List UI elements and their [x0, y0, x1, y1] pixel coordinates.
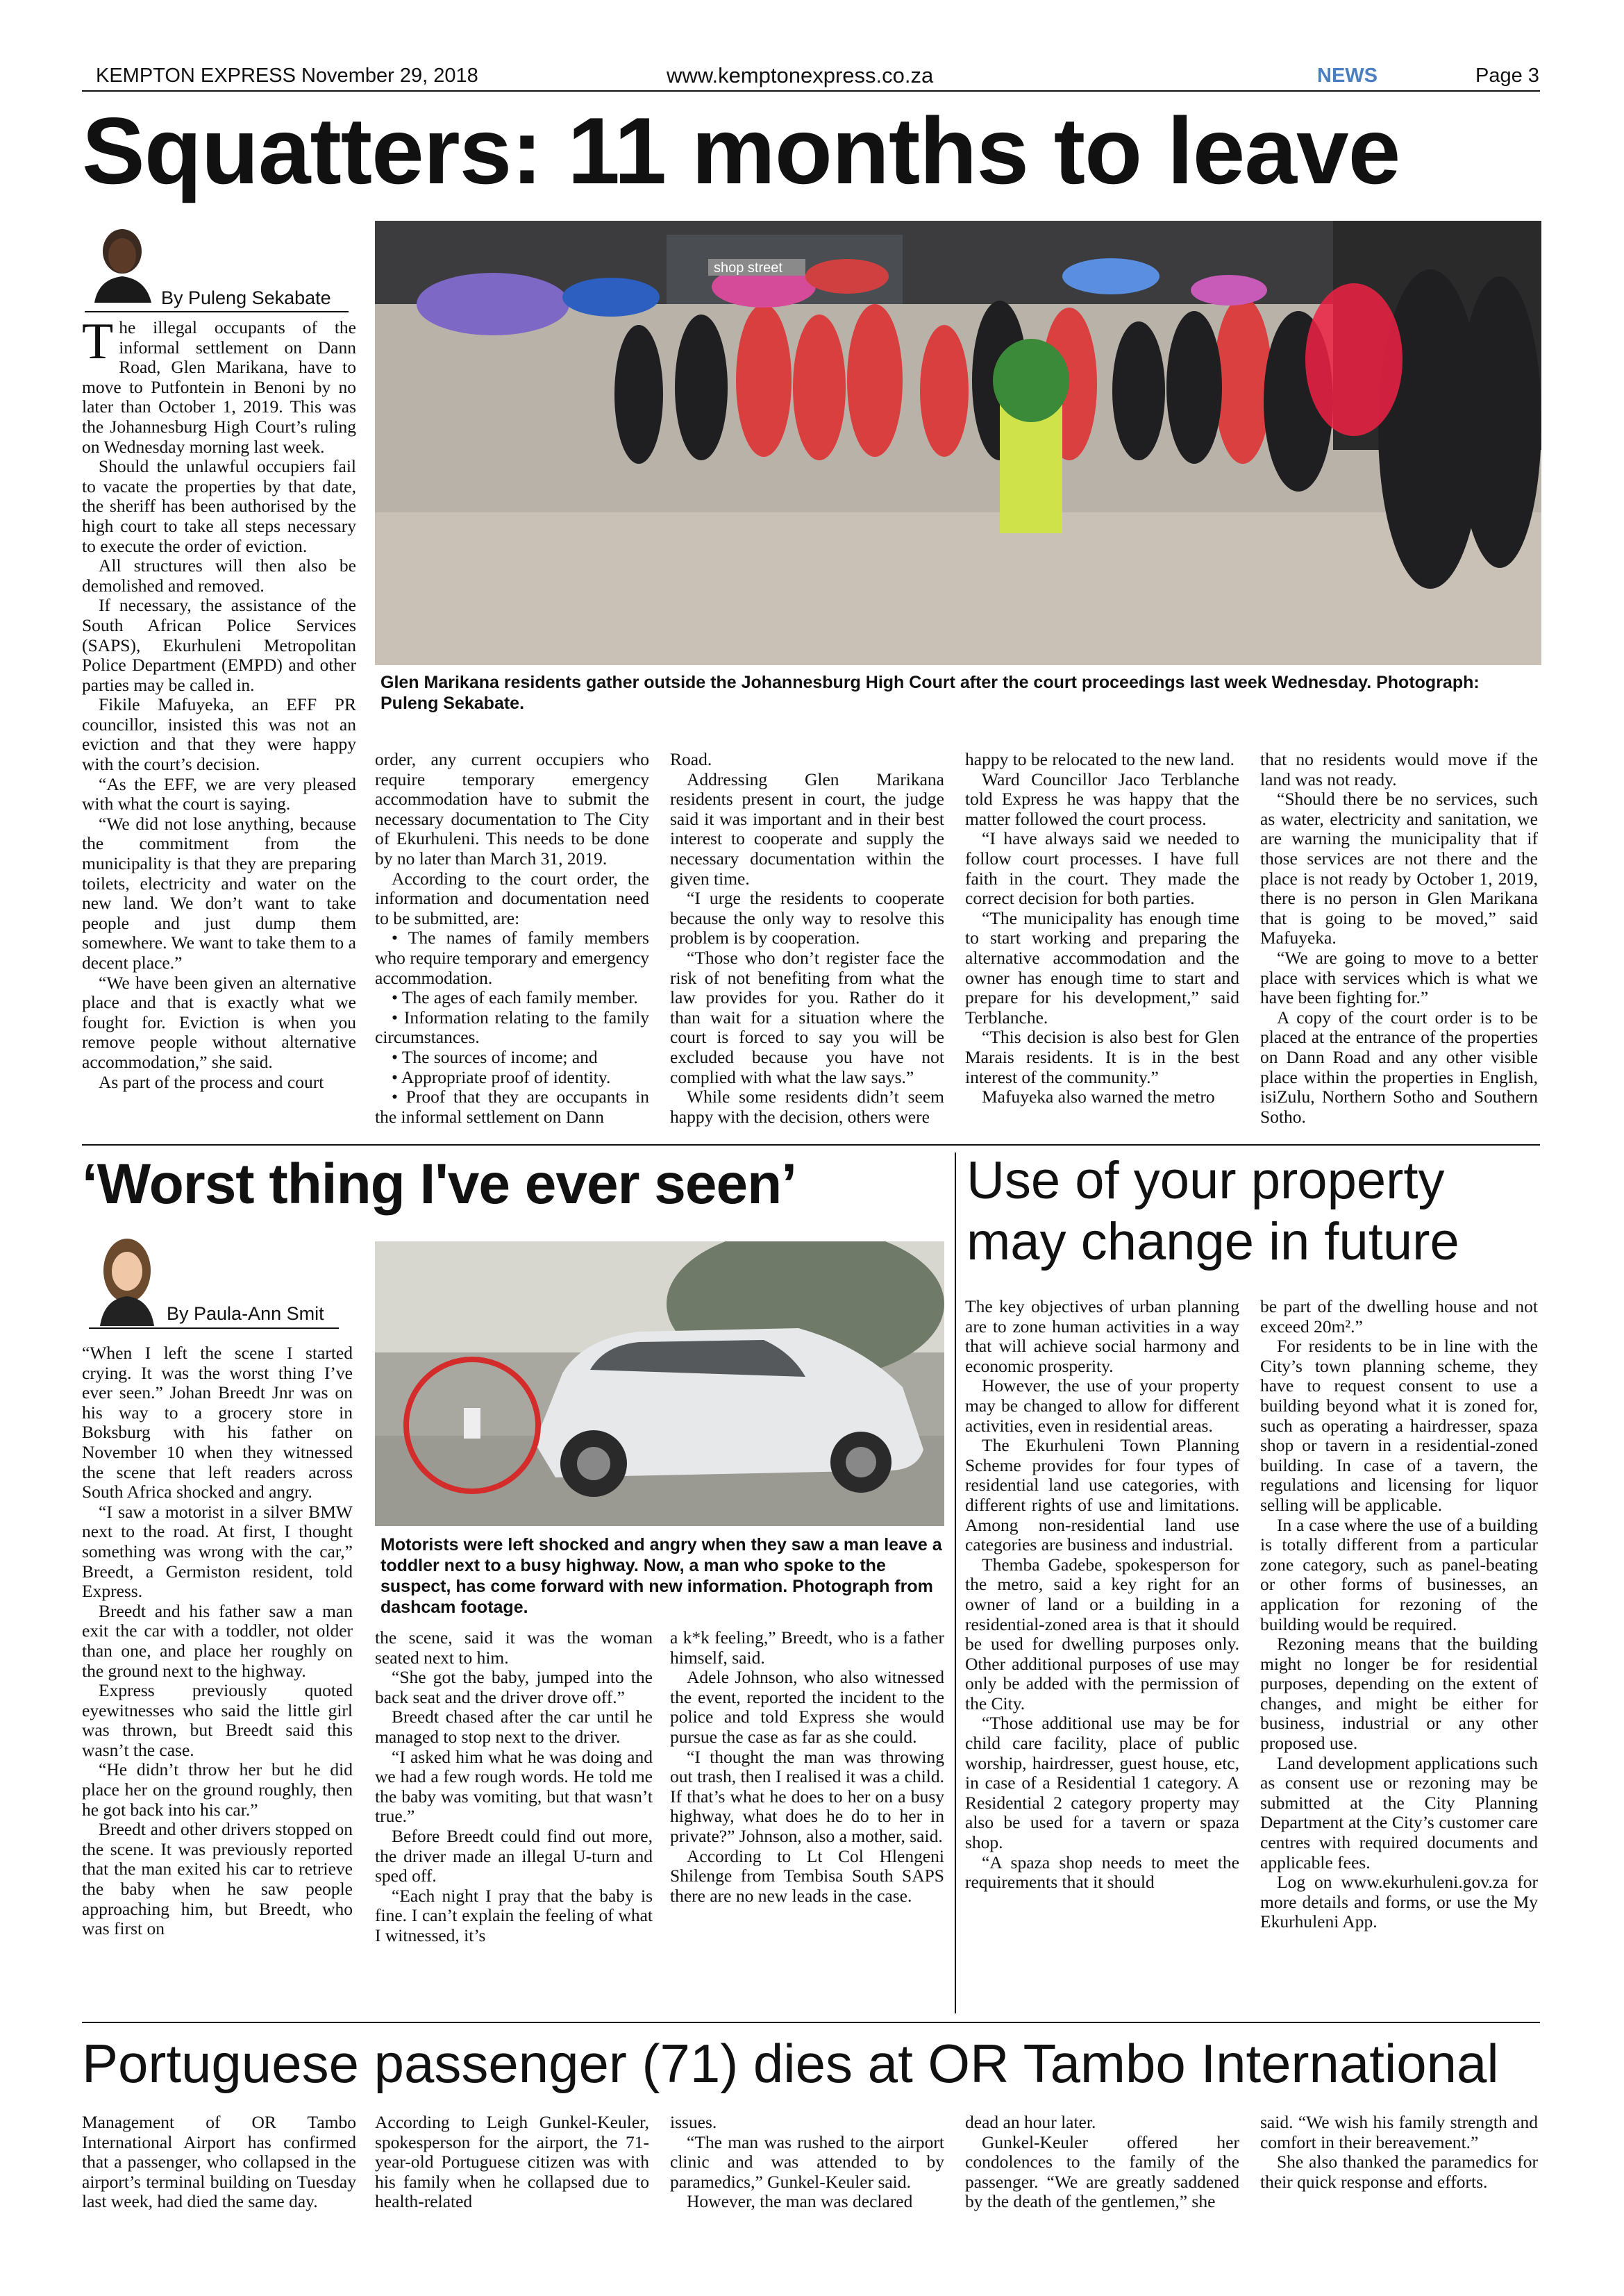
story2-headline: ‘Worst thing I've ever seen’	[82, 1153, 796, 1216]
story1-paragraph: “Those who don’t register face the risk of not benefiting from what the law provides for you. Rather do it than wait for a situation where the court is forced to say you will be excluded because you have not complied with what the law says.”	[670, 947, 944, 1087]
story3-column-2	[1260, 1297, 1538, 1932]
story2-paragraph: Adele Johnson, who also witnessed the event, reported the incident to the police and told Express she would pursue the case as far as she could.	[670, 1667, 944, 1747]
story2-paragraph: Breedt and other drivers stopped on the scene. It was previously reported that the man exited his car to retrieve the baby when he saw people approaching him, but Breedt, who was first on	[82, 1819, 353, 1939]
story1-paragraph: Should the unlawful occupiers fail to vacate the properties by that date, the sheriff has been authorised by the high court to take all steps necessary to execute the order of eviction.	[82, 456, 356, 556]
story3-paragraph: “A spaza shop needs to meet the requirements that it should	[965, 1852, 1239, 1893]
story1-paragraph: “The municipality has enough time to start working and preparing the alternative accommodation and the owner has enough time to start and prepare for his development,” said Terblanche.	[965, 907, 1239, 1028]
story1-paragraph: • The ages of each family member.	[392, 987, 638, 1008]
story1-paragraph: While some residents didn’t seem happy with the decision, others were	[670, 1087, 944, 1127]
story2-paragraph: “I saw a motorist in a silver BMW next to the road. At first, I thought something was wrong with the car,” Breedt, a Germiston resident, told Express.	[82, 1501, 353, 1602]
story2-paragraph: “He didn’t throw her but he did place her on the ground roughly, then he got back into his car.”	[82, 1759, 353, 1820]
story4-column-4	[965, 2113, 1239, 2212]
story2-paragraph: Breedt and his father saw a man exit the car with a toddler, not older than one, and place her roughly on the ground next to the highway.	[82, 1600, 353, 1681]
story1-paragraph: “We have been given an alternative place and that is exactly what we fought for. Eviction is when you remove people without alternative accommodation,” she said.	[82, 972, 356, 1072]
story4-paragraph: said. “We wish his family strength and comfort in their bereavement.”	[1260, 2112, 1538, 2152]
story4-paragraph: “The man was rushed to the airport clinic and was attended to by paramedics,” Gunkel-Keuler said.	[670, 2131, 944, 2192]
story2-paragraph: Before Breedt could find out more, the driver made an illegal U-turn and sped off.	[375, 1825, 653, 1886]
story3-paragraph: Themba Gadebe, spokesperson for the metro, said a key right for an owner of land or a building in a residential-zoned area is that it should be used for dwelling purposes only. Other additional purposes of use may only be added with the permission of the City.	[965, 1554, 1239, 1713]
story1-paragraph: As part of the process and court	[99, 1071, 324, 1092]
story4-headline: Portuguese passenger (71) dies at OR Tambo International	[82, 2033, 1499, 2094]
header-rule	[82, 90, 1540, 92]
story4-column-5	[1260, 2113, 1538, 2192]
story4-column-1	[82, 2113, 356, 2212]
story4-paragraph: However, the man was declared	[687, 2191, 913, 2212]
story4-column-2	[375, 2113, 649, 2212]
story2-paragraph: Express previously quoted eyewitnesses who said the little girl was thrown, but Breedt said this wasn’t the case.	[82, 1680, 353, 1760]
story3-paragraph: However, the use of your property may be changed to allow for different activities, even in residential areas.	[965, 1375, 1239, 1436]
story1-byline: By Puleng Sekabate	[161, 287, 331, 308]
section-rule-1	[82, 1144, 1540, 1146]
story2-paragraph: Breedt chased after the car until he managed to stop next to the driver.	[375, 1707, 653, 1747]
story1-column-1	[82, 313, 356, 1092]
story2-paragraph: According to Lt Col Hlengeni Shilenge from Tembisa South SAPS there are no new leads in the case.	[670, 1845, 944, 1906]
author-photo-puleng	[85, 221, 160, 303]
author-photo-paula	[89, 1232, 165, 1326]
story1-column-5	[1260, 750, 1538, 1127]
byline-rule	[85, 311, 349, 312]
story3-column-1	[965, 1297, 1239, 1893]
byline-rule	[89, 1327, 339, 1329]
story2-column-1	[82, 1343, 353, 1939]
story3-paragraph: be part of the dwelling house and not exceed 20m².”	[1260, 1296, 1538, 1336]
story3-paragraph: For residents to be in line with the City’s town planning scheme, they have to request consent to use a building beyond what it is zoned for, such as operating a hairdresser, spaza shop or tavern in a residential-zoned building. In case of a tavern, the regulations and licensing for liquor selling will be applicable.	[1260, 1336, 1538, 1515]
story1-paragraph: that no residents would move if the land was not ready.	[1260, 749, 1538, 789]
story2-paragraph: a k*k feeling,” Breedt, who is a father himself, said.	[670, 1627, 944, 1668]
story4-paragraph: dead an hour later.	[965, 2112, 1096, 2132]
story3-paragraph: The Ekurhuleni Town Planning Scheme provides for four types of residential land use categories, with different rights of use and limitations. Among non-residential land use categories are business and industrial.	[965, 1435, 1239, 1555]
story1-paragraph: “This decision is also best for Glen Marais residents. It is in the best interest of the community.”	[965, 1027, 1239, 1087]
story1-paragraph: According to the court order, the information and documentation need to be submitted, are:	[375, 868, 649, 928]
story1-paragraph: he illegal occupants of the informal settlement on Dann Road, Glen Marikana, have to move to Putfontein in Benoni by no later than October 1, 2019. This was the Johannesburg High Court’s ruling on Wednesday morning last week.	[82, 317, 356, 457]
story1-paragraph: • Proof that they are occupants in the informal settlement on Dann	[375, 1087, 649, 1127]
story3-paragraph: Log on www.ekurhuleni.gov.za for more details and forms, or use the My Ekurhuleni App.	[1260, 1872, 1538, 1932]
section-rule-2	[82, 2022, 1540, 2023]
section-label: NEWS	[1317, 65, 1378, 87]
story1-paragraph: order, any current occupiers who require temporary emergency accommodation have to submit the necessary documentation to The City of Ekurhuleni. This needs to be done by no later than March 31, 2019.	[375, 749, 649, 869]
story1-paragraph: • Information relating to the family circumstances.	[375, 1007, 649, 1048]
story1-paragraph: All structures will then also be demolished and removed.	[82, 555, 356, 596]
story2-byline: By Paula-Ann Smit	[167, 1303, 324, 1324]
story4-paragraph: Management of OR Tambo International Airport has confirmed that a passenger, who collapsed in the airport’s terminal building on Tuesday last week, had died the same day.	[82, 2112, 356, 2212]
story1-paragraph: happy to be relocated to the new land.	[965, 749, 1235, 769]
story4-paragraph: According to Leigh Gunkel-Keuler, spokesperson for the airport, the 71-year-old Portuguese citizen was with his family when he collapsed due to health-related	[375, 2112, 649, 2212]
story2-paragraph: the scene, said it was the woman seated next to him.	[375, 1627, 653, 1668]
story1-column-3	[670, 750, 944, 1127]
story2-paragraph: “I asked him what he was doing and we had a few rough words. He told me the baby was vomiting, but that wasn’t true.”	[375, 1746, 653, 1827]
story3-paragraph: The key objectives of urban planning are to zone human activities in a way that will achieve social harmony and economic prosperity.	[965, 1296, 1239, 1376]
story3-paragraph: Rezoning means that the building might no longer be for residential purposes, depending on the extent of changes, and might be either for business, industrial or any other proposed use.	[1260, 1634, 1538, 1754]
story1-paragraph: “We are going to move to a better place with services which is what we have been fighting for.”	[1260, 947, 1538, 1008]
story3-paragraph: Land development applications such as consent use or rezoning may be submitted at the City Planning Department at the City’s customer care centres with required documents and applicable fees.	[1260, 1752, 1538, 1872]
story1-headline: Squatters: 11 months to leave	[82, 98, 1400, 203]
story4-column-3	[670, 2113, 944, 2212]
story2-paragraph: “When I left the scene I started crying. It was the worst thing I’ve ever seen.” Johan Breedt Jnr was on his way to a grocery store in Boksburg with his father on November 10 when they witnessed the scene that left readers across South Africa shocked and angry.	[82, 1343, 353, 1502]
story1-paragraph: “I urge the residents to cooperate because the only way to resolve this problem is by cooperation.	[670, 888, 944, 948]
story2-paragraph: “I thought the man was throwing out trash, then I realised it was a child. If that’s what he does to her on a busy highway, what does he do to her in private?” Johnson, also a mother, said.	[670, 1746, 944, 1846]
story1-paragraph: • Appropriate proof of identity.	[392, 1066, 611, 1087]
story3-headline-line2: may change in future	[966, 1212, 1459, 1271]
story2-caption: Motorists were left shocked and angry when they saw a man leave a toddler next to a busy highway. Now, a man who spoke to the suspect, has come forward with new information. Photograph from dashcam footage.	[380, 1535, 942, 1617]
dropcap: T	[82, 313, 114, 370]
story2-paragraph: “Each night I pray that the baby is fine. I can’t explain the feeling of what I witnessed, it’s	[375, 1885, 653, 1945]
story1-column-2	[375, 750, 649, 1127]
story3-paragraph: In a case where the use of a building is totally different from a particular zone category, such as panel-beating or other forms of businesses, an application for rezoning of the building would be required.	[1260, 1514, 1538, 1634]
dashcam-photo	[375, 1241, 944, 1526]
story1-paragraph: Mafuyeka also warned the metro	[982, 1087, 1215, 1107]
paper-date: KEMPTON EXPRESS November 29, 2018	[96, 65, 478, 87]
story1-paragraph: A copy of the court order is to be placed at the entrance of the properties on Dann Road and any other visible place within the properties in English, isiZulu, Northern Sotho and Southern Sotho.	[1260, 1007, 1538, 1127]
story1-paragraph: “I have always said we needed to follow court processes. I have full faith in the court. They made the correct decision for both parties.	[965, 828, 1239, 909]
story2-column-3	[670, 1628, 944, 1906]
story4-paragraph: issues.	[670, 2112, 717, 2132]
story1-paragraph: • The sources of income; and	[392, 1046, 598, 1067]
story1-paragraph: Ward Councillor Jaco Terblanche told Express he was happy that the matter followed the court process.	[965, 769, 1239, 829]
story3-headline-line1: Use of your property	[966, 1151, 1445, 1210]
story1-paragraph: Fikile Mafuyeka, an EFF PR councillor, insisted this was not an eviction and that they were happy with the court’s decision.	[82, 694, 356, 775]
story2-column-2	[375, 1628, 653, 1946]
story1-paragraph: “As the EFF, we are very pleased with what the court is saying.	[82, 773, 356, 814]
story4-paragraph: She also thanked the paramedics for their quick response and efforts.	[1260, 2152, 1538, 2192]
shop-sign: shop street	[714, 260, 782, 276]
story1-paragraph: “Should there be no services, such as water, electricity and sanitation, we are warning the municipality that if those services are not there and the place is not ready by October 1, 2019, there is no person in Glen Marikana that is going to be moved,” said Mafuyeka.	[1260, 789, 1538, 948]
story1-paragraph: Road.	[670, 749, 712, 769]
story2-paragraph: “She got the baby, jumped into the back seat and the driver drove off.”	[375, 1667, 653, 1707]
story1-paragraph: Addressing Glen Marikana residents present in court, the judge said it was important and in their best interest to cooperate and supply the necessary documentation within the given time.	[670, 769, 944, 889]
page-number: Page 3	[1475, 65, 1539, 87]
story1-paragraph: • The names of family members who require temporary and emergency accommodation.	[375, 928, 649, 988]
story1-caption: Glen Marikana residents gather outside the Johannesburg High Court after the court proceedings last week Wednesday. Photograph: Puleng Sekabate.	[380, 673, 1480, 713]
story4-paragraph: Gunkel-Keuler offered her condolences to the family of the passenger. “We are greatly saddened by the death of the gentlemen,” she	[965, 2131, 1239, 2212]
story3-paragraph: “Those additional use may be for child care facility, place of public worship, hairdresser, guest house, etc, in case of a Residential 1 category. A Residential 2 category property may also be used for a tavern or spaza shop.	[965, 1713, 1239, 1853]
crowd-photo	[375, 221, 1541, 665]
column-divider	[955, 1153, 956, 2013]
story1-paragraph: “We did not lose anything, because the commitment from the municipality is that they are preparing toilets, electricity and water on the new land. We don’t want to take people and just dump them somewhere. We want to take them to a decent place.”	[82, 813, 356, 973]
story1-column-4	[965, 750, 1239, 1107]
story1-paragraph: If necessary, the assistance of the South African Police Services (SAPS), Ekurhuleni Metropolitan Police Department (EMPD) and other parties may be called in.	[82, 595, 356, 695]
website-url[interactable]: www.kemptonexpress.co.za	[667, 63, 934, 87]
